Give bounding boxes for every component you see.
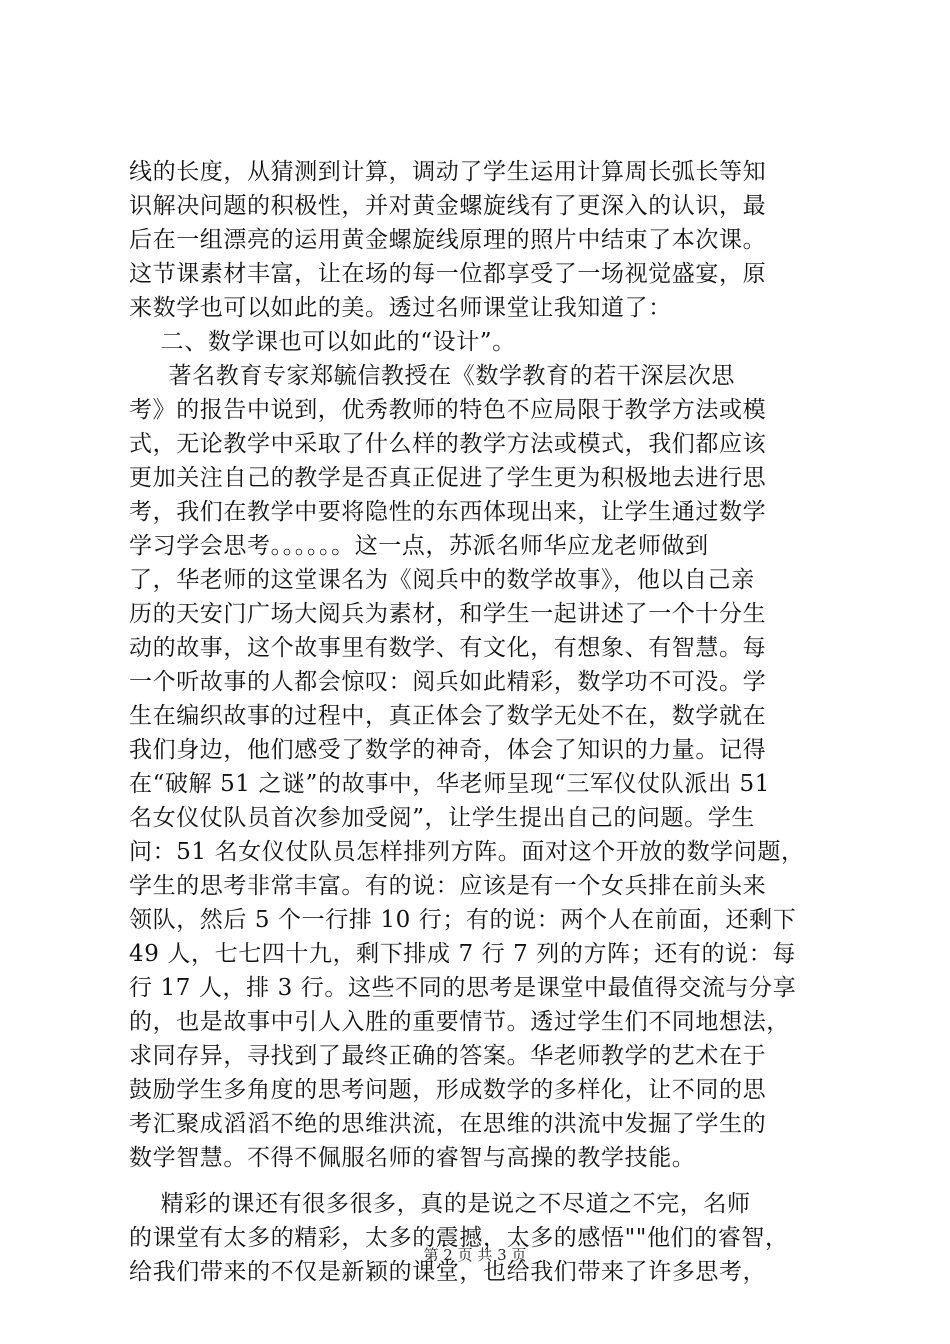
text-line: 考》的报告中说到，优秀教师的特色不应局限于教学方法或模 <box>129 397 767 423</box>
text-line: 考，我们在教学中要将隐性的东西体现出来，让学生通过数学 <box>129 499 767 525</box>
text-line: 问：51 名女仪仗队员怎样排列方阵。面对这个开放的数学问题， <box>129 839 805 865</box>
text-line: 行 17 人，排 3 行。这些不同的思考是课堂中最值得交流与分享 <box>129 975 797 1001</box>
text-line: 线的长度，从猜测到计算，调动了学生运用计算周长弧长等知 <box>129 159 767 185</box>
text-line: 生在编织故事的过程中，真正体会了数学无处不在，数学就在 <box>129 703 767 729</box>
text-line: 我们身边，他们感受了数学的神奇，体会了知识的力量。记得 <box>129 737 767 763</box>
text-line: 鼓励学生多角度的思考问题，形成数学的多样化，让不同的思 <box>129 1077 767 1103</box>
text-line: 识解决问题的积极性，并对黄金螺旋线有了更深入的认识，最 <box>129 193 767 219</box>
text-line: 精彩的课还有很多很多，真的是说之不尽道之不完，名师 <box>129 1191 751 1217</box>
text-line: 了，华老师的这堂课名为《阅兵中的数学故事》，他以自己亲 <box>129 567 755 593</box>
text-line: 数学智慧。不得不佩服名师的睿智与高操的教学技能。 <box>129 1145 696 1171</box>
text-line: 考汇聚成滔滔不绝的思维洪流，在思维的洪流中发掘了学生的 <box>129 1111 767 1137</box>
text-line: 的课堂有太多的精彩，太多的震撼，太多的感悟""他们的睿智， <box>129 1225 789 1251</box>
text-line: 来数学也可以如此的美。透过名师课堂让我知道了： <box>129 295 672 321</box>
text-line: 求同存异，寻找到了最终正确的答案。华老师教学的艺术在于 <box>129 1043 767 1069</box>
text-line: 更加关注自己的教学是否真正促进了学生更为积极地去进行思 <box>129 465 767 491</box>
text-line: 式，无论教学中采取了什么样的教学方法或模式，我们都应该 <box>129 431 767 457</box>
text-line: 著名教育专家郑毓信教授在《数学教育的若干深层次思 <box>129 363 735 389</box>
text-line: 学生的思考非常丰富。有的说：应该是有一个女兵排在前头来 <box>129 873 767 899</box>
text-line: 名女仪仗队员首次参加受阅”，让学生提出自己的问题。学生 <box>129 805 755 831</box>
text-line: 这节课素材丰富，让在场的每一位都享受了一场视觉盛宴，原 <box>129 261 767 287</box>
text-line: 在“破解 51 之谜”的故事中，华老师呈现“三军仪仗队派出 51 <box>129 771 770 797</box>
text-line: 领队，然后 5 个一行排 10 行；有的说：两个人在前面，还剩下 <box>129 907 797 933</box>
page-footer: 第 2 页 共 3 页 <box>423 1246 527 1264</box>
text-line: 一个听故事的人都会惊叹：阅兵如此精彩，数学功不可没。学 <box>129 669 767 695</box>
text-line: 动的故事，这个故事里有数学、有文化，有想象、有智慧。每 <box>129 635 767 661</box>
text-line: 49 人，七七四十九，剩下排成 7 行 7 列的方阵；还有的说：每 <box>129 941 796 967</box>
text-line: 给我们带来的不仅是新颖的课堂，也给我们带来了许多思考， <box>129 1259 767 1285</box>
text-line: 学习学会思考。。。。。。这一点，苏派名师华应龙老师做到 <box>129 533 709 559</box>
text-line: 后在一组漂亮的运用黄金螺旋线原理的照片中结束了本次课。 <box>129 227 767 253</box>
body-text <box>129 155 829 1289</box>
section-heading: 二、数学课也可以如此的“设计”。 <box>129 329 516 355</box>
text-line: 历的天安门广场大阅兵为素材，和学生一起讲述了一个十分生 <box>129 601 767 627</box>
text-line: 的，也是故事中引人入胜的重要情节。透过学生们不同地想法， <box>129 1009 790 1035</box>
